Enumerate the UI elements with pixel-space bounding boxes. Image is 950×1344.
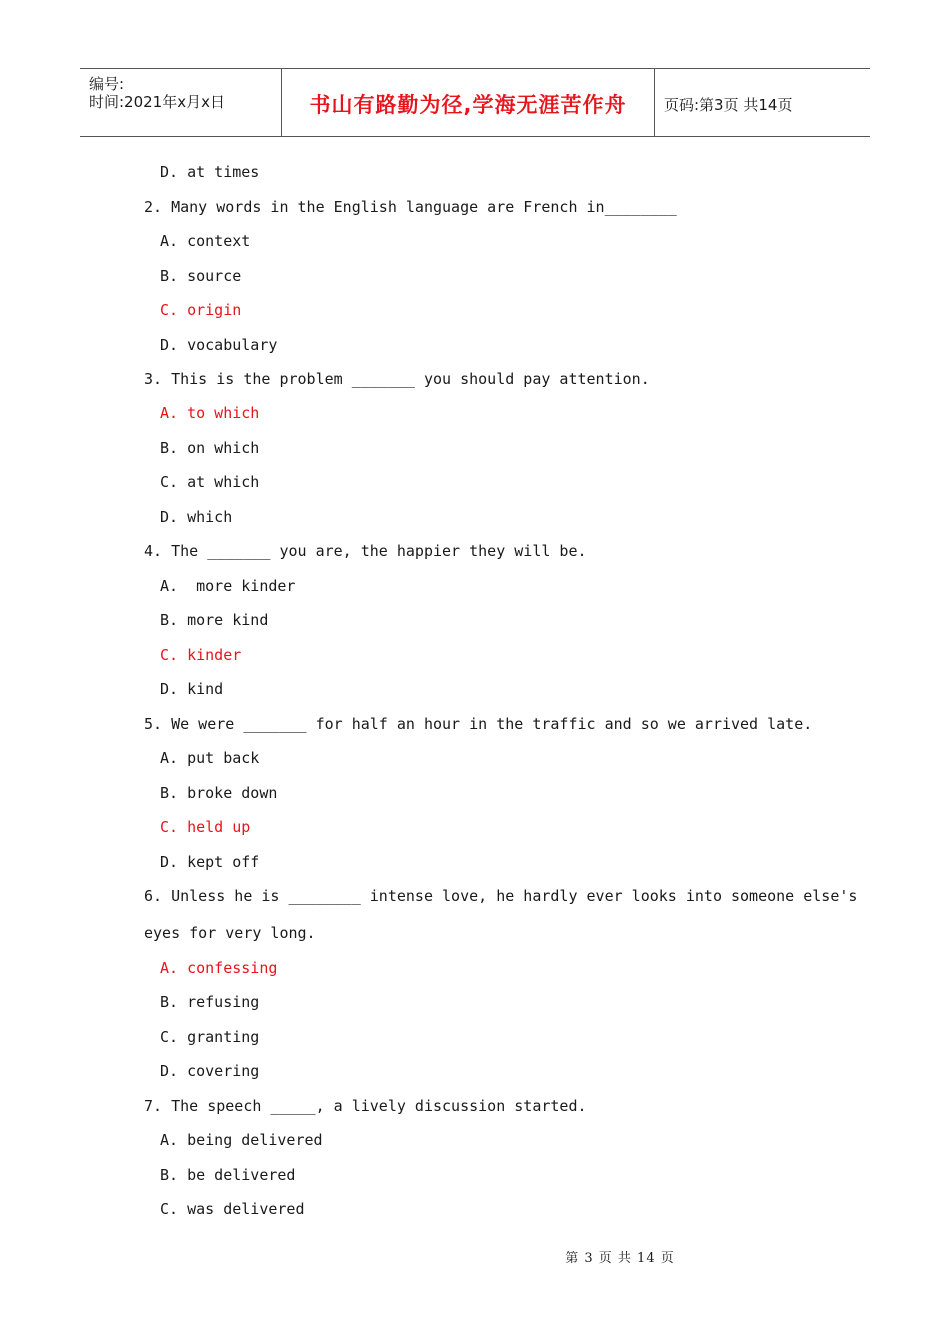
serial-label: 编号: xyxy=(89,75,125,93)
option-text: C. at which xyxy=(160,473,260,491)
motto: 书山有路勤为径,学海无涯苦作舟 xyxy=(309,93,627,117)
option-text: B. source xyxy=(160,267,242,285)
header-motto-cell xyxy=(282,69,655,136)
option-text: C. granting xyxy=(160,1028,260,1046)
question-text: 6. Unless he is ________ intense love, he hardly ever looks into someone else's xyxy=(144,887,858,905)
option-text: C. was delivered xyxy=(160,1200,305,1218)
footer-page-number: 第 3 页 共 14 页 xyxy=(565,1251,675,1266)
option-text: B. more kind xyxy=(160,611,269,629)
option-text: D. vocabulary xyxy=(160,336,278,354)
answer-option: C. origin xyxy=(160,301,242,319)
question-text: 4. The _______ you are, the happier they will be. xyxy=(144,542,587,560)
header-page-cell xyxy=(655,69,870,136)
option-text: A. being delivered xyxy=(160,1131,323,1149)
question-text: eyes for very long. xyxy=(144,924,316,942)
header-meta-cell xyxy=(80,69,282,136)
option-text: B. be delivered xyxy=(160,1166,296,1184)
option-text: D. kind xyxy=(160,680,224,698)
option-text: B. refusing xyxy=(160,993,260,1011)
page-info: 页码:第3页 共14页 xyxy=(664,96,793,114)
question-text: 5. We were _______ for half an hour in the traffic and so we arrived late. xyxy=(144,715,813,733)
option-text: D. covering xyxy=(160,1062,260,1080)
page-footer xyxy=(0,1247,950,1266)
question-text: 2. Many words in the English language are French in________ xyxy=(144,198,677,216)
option-text: A. put back xyxy=(160,749,260,767)
answer-option: C. kinder xyxy=(160,646,242,664)
option-text: A. more kinder xyxy=(160,577,296,595)
answer-option: A. confessing xyxy=(160,959,278,977)
option-text: A. context xyxy=(160,232,251,250)
option-text: D. kept off xyxy=(160,853,260,871)
question-text: 3. This is the problem _______ you should pay attention. xyxy=(144,370,650,388)
page-header xyxy=(80,68,870,137)
question-text: 7. The speech _____, a lively discussion started. xyxy=(144,1097,587,1115)
date-label: 时间:2021年x月x日 xyxy=(89,93,225,111)
answer-option: A. to which xyxy=(160,404,260,422)
answer-option: C. held up xyxy=(160,818,251,836)
option-text: D. at times xyxy=(160,163,260,181)
option-text: D. which xyxy=(160,508,233,526)
option-text: B. on which xyxy=(160,439,260,457)
option-text: B. broke down xyxy=(160,784,278,802)
